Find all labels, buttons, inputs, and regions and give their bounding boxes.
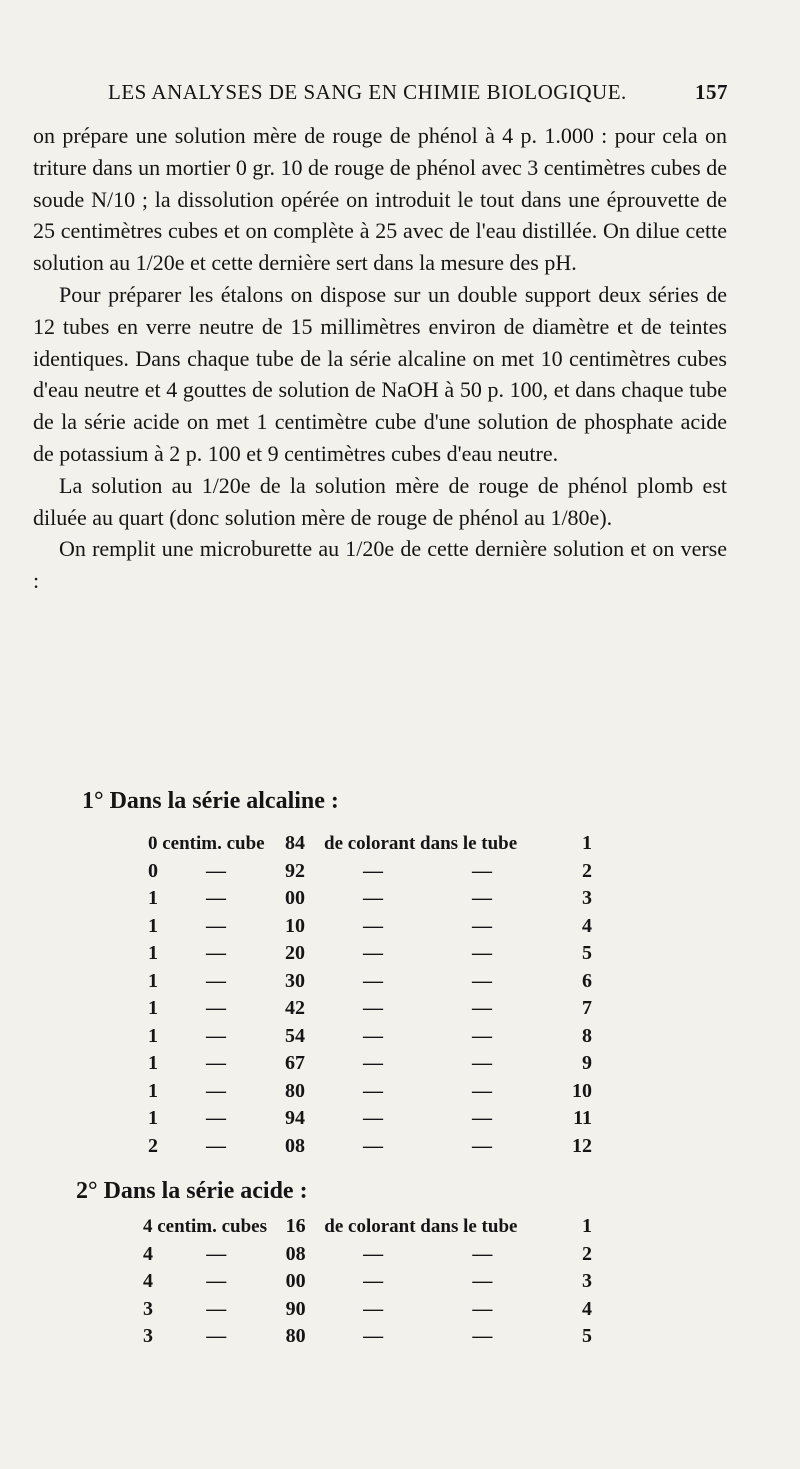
tube-cell: 6 [582,969,592,992]
table-row [143,1241,592,1269]
dash-cell: — [206,1242,227,1265]
dash-cell: — [206,969,226,992]
dash-cell: — [206,887,226,910]
volume-cell: 4 [143,1270,153,1293]
fraction-cell: 16 [285,1215,306,1238]
ditto-cell: — [472,1297,493,1320]
table-header-row [148,830,592,858]
dash-cell: — [206,942,226,965]
dash-cell: — [206,1325,227,1348]
table-header-row [143,1213,592,1241]
tube-cell: 3 [582,1270,592,1293]
table-row [148,1078,592,1106]
paragraph-4: On remplit une microburette au 1/20e de cette dernière solution et on verse : [33,536,727,594]
tube-cell: 12 [572,1134,592,1157]
ditto-cell: — [472,1134,492,1157]
table-row [148,885,592,913]
volume-cell: 1 [148,1024,158,1047]
dash-cell: — [206,914,226,937]
fraction-cell: 90 [285,1297,306,1320]
acid-heading: 2° Dans la série acide : [76,1178,308,1204]
paragraph-2: Pour préparer les étalons on dispose sur un double support deux séries de 12 tubes en verre neutre de 15 millimètres environ de diamètre et de teintes identiques. Dans chaque tube de la série alcaline on met 10 centimètres cubes d'eau neutre et 4 gouttes de solution de NaOH à 50 p. 100, et dans chaque tube de la série acide on met 1 centimètre cube d'une solution de phosphate acide de potassium à 2 p. 100 et 9 centimètres cubes d'eau neutre. [33,281,727,466]
dash-cell: — [206,997,226,1020]
table-row [148,1105,592,1133]
ditto-cell: — [363,914,383,937]
tube-cell: 7 [582,997,592,1020]
volume-cell: 1 [148,1079,158,1102]
volume-cell: 0 [148,859,158,882]
label-cell: de colorant dans le tube [324,832,518,854]
tube-cell: 5 [582,942,592,965]
dash-cell: — [206,859,226,882]
fraction-cell: 20 [285,942,305,965]
ditto-cell: — [363,887,383,910]
ditto-cell: — [363,1079,383,1102]
table-row [148,1050,592,1078]
volume-cell: 1 [148,914,158,937]
ditto-cell: — [472,997,492,1020]
table-row [143,1268,592,1296]
fraction-cell: 94 [285,1107,305,1130]
ditto-cell: — [363,859,383,882]
tube-cell: 1 [582,832,592,855]
volume-cell: 1 [148,942,158,965]
ditto-cell: — [363,1270,384,1293]
acid-table [143,1213,592,1351]
table-row [148,1023,592,1051]
ditto-cell: — [472,1024,492,1047]
alkaline-table [148,830,592,1160]
table-row [148,995,592,1023]
table-row [143,1323,592,1351]
fraction-cell: 67 [285,1052,305,1075]
fraction-cell: 30 [285,969,305,992]
volume-cell: 1 [148,1107,158,1130]
volume-cell: 1 [148,969,158,992]
tube-cell: 4 [582,1297,592,1320]
ditto-cell: — [363,1242,384,1265]
body-text [33,120,727,597]
tube-cell: 1 [582,1215,592,1238]
ditto-cell: — [472,1325,493,1348]
volume-cell: 1 [148,1052,158,1075]
ditto-cell: — [363,1325,384,1348]
tube-cell: 8 [582,1024,592,1047]
table-row [143,1296,592,1324]
ditto-cell: — [472,1270,493,1293]
ditto-cell: — [472,942,492,965]
page-number: 157 [695,80,728,104]
tube-cell: 10 [572,1079,592,1102]
fraction-cell: 08 [285,1134,305,1157]
paragraph-1: on prépare une solution mère de rouge de phénol à 4 p. 1.000 : pour cela on triture dans un mortier 0 gr. 10 de rouge de phénol avec 3 centimètres cubes de soude N/10 ; la dissolution opérée on introduit le tout dans une éprouvette de 25 centimètres cubes et on complète à 25 avec de l'eau distillée. On dilue cette solution au 1/20e et cette dernière sert dans la mesure des pH. [33,123,727,276]
ditto-cell: — [363,1024,383,1047]
tube-cell: 9 [582,1052,592,1075]
tube-cell: 4 [582,914,592,937]
tube-cell: 2 [582,859,592,882]
ditto-cell: — [472,887,492,910]
fraction-cell: 08 [285,1242,306,1265]
running-header [108,80,728,114]
ditto-cell: — [472,1107,492,1130]
dash-cell: — [206,1134,226,1157]
volume-cell: 2 [148,1134,158,1157]
dash-cell: — [206,1024,226,1047]
ditto-cell: — [363,997,383,1020]
dash-cell: — [206,1270,227,1293]
volume-cell: 1 [148,997,158,1020]
table-row [148,940,592,968]
ditto-cell: — [472,1079,492,1102]
alkaline-heading: 1° Dans la série alcaline : [82,788,339,814]
table-row [148,913,592,941]
ditto-cell: — [472,969,492,992]
tube-cell: 11 [573,1107,592,1130]
table-row [148,858,592,886]
ditto-cell: — [363,1052,383,1075]
volume-cell: 4 centim. cubes [143,1215,268,1237]
tube-cell: 2 [582,1242,592,1265]
paragraph-3: La solution au 1/20e de la solution mère de rouge de phénol plomb est diluée au quart (donc solution mère de rouge de phénol au 1/80e). [33,472,727,530]
fraction-cell: 80 [285,1079,305,1102]
fraction-cell: 84 [285,832,305,855]
running-title: LES ANALYSES DE SANG EN CHIMIE BIOLOGIQUE. [108,80,627,104]
dash-cell: — [206,1079,226,1102]
dash-cell: — [206,1107,226,1130]
dash-cell: — [206,1052,226,1075]
fraction-cell: 00 [285,1270,306,1293]
fraction-cell: 00 [285,887,305,910]
volume-cell: 4 [143,1242,153,1265]
dash-cell: — [206,1297,227,1320]
ditto-cell: — [472,1052,492,1075]
fraction-cell: 42 [285,997,305,1020]
ditto-cell: — [363,942,383,965]
label-cell: de colorant dans le tube [324,1215,518,1237]
table-row [148,1133,592,1161]
volume-cell: 0 centim. cube [148,832,265,854]
ditto-cell: — [363,1107,383,1130]
fraction-cell: 92 [285,859,305,882]
volume-cell: 1 [148,887,158,910]
ditto-cell: — [363,969,383,992]
fraction-cell: 54 [285,1024,305,1047]
fraction-cell: 80 [285,1325,306,1348]
ditto-cell: — [472,1242,493,1265]
ditto-cell: — [472,859,492,882]
ditto-cell: — [472,914,492,937]
fraction-cell: 10 [285,914,305,937]
volume-cell: 3 [143,1325,153,1348]
tube-cell: 5 [582,1325,592,1348]
tube-cell: 3 [582,887,592,910]
table-row [148,968,592,996]
ditto-cell: — [363,1134,383,1157]
volume-cell: 3 [143,1297,153,1320]
ditto-cell: — [363,1297,384,1320]
